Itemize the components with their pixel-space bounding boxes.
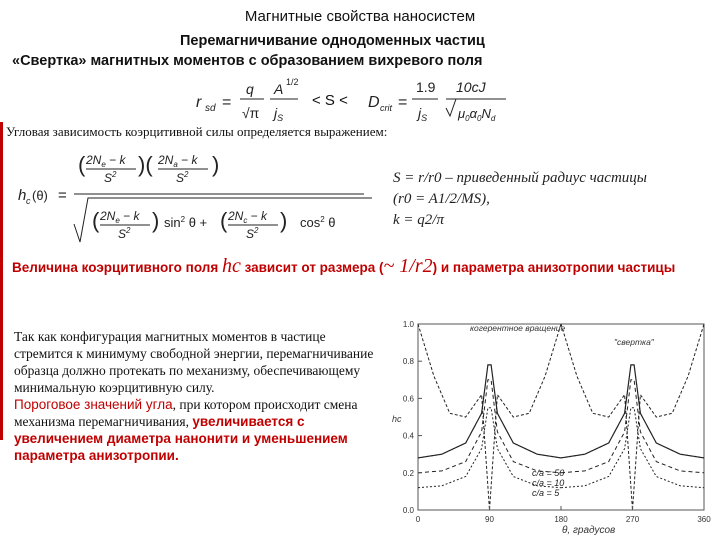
para-text: Так как конфигурация магнитных моментов в частице стремится к минимуму свободной энергии, перемагничивание образца должно протекать по механизму, обеспечивающему минимальную коэрцитивную силу. <box>14 329 374 395</box>
formula-hc-theta <box>12 150 384 252</box>
svg-text:=: = <box>398 94 408 111</box>
x-tick-label: 0 <box>415 515 421 524</box>
red-big: ~ 1/r2 <box>383 255 433 277</box>
y-tick-label: 0.6 <box>402 394 414 404</box>
annotation-coherent: когерентное вращение <box>470 323 566 333</box>
hc-theta: (θ) <box>32 188 48 203</box>
red-part-3: ) и параметра анизотропии частицы <box>432 260 676 275</box>
svg-text:2Na − k: $2N_a - k$ <box>158 153 198 169</box>
svg-text:cos2 θ: $\cos^2 \theta$ <box>300 215 336 230</box>
svg-text:(: ( <box>92 208 100 233</box>
red-part-2: зависит от размера ( <box>240 260 384 275</box>
svg-text:2Ne − k: $2N_e - k$ <box>86 153 126 169</box>
coercive-field-statement <box>12 257 712 277</box>
y-tick-label: 0.0 <box>402 506 414 515</box>
svg-text:1/2: 1/2 <box>286 77 299 87</box>
para-red-1: Пороговое значений угла <box>14 397 173 412</box>
legend-item-5: c/a = 5 <box>532 488 560 498</box>
formula-rsd-dcrit <box>190 74 530 126</box>
s-line-3: k = q2/π <box>393 212 444 228</box>
formula-rsd-sub: sd <box>205 103 216 114</box>
y-axis-label: hc <box>392 414 402 424</box>
red-hc: hc <box>221 255 241 277</box>
svg-text:(: ( <box>220 208 228 233</box>
svg-text:S2: $S^2$ <box>118 226 131 241</box>
series-line-1 <box>418 380 704 473</box>
svg-text:A: A <box>274 81 284 97</box>
svg-text:): ) <box>280 208 288 233</box>
red-part-1: Величина коэрцитивного поля <box>12 260 222 275</box>
x-axis-label: θ, градусов <box>562 525 616 536</box>
svg-text:S2: $S^2$ <box>176 170 189 185</box>
annotation-curling: "свертка" <box>614 337 654 347</box>
s-line-2: (r0 = A1/2/MS), <box>393 191 490 207</box>
left-accent-bar <box>0 122 3 440</box>
formula-relation: < S < <box>312 92 348 109</box>
formula-num: 10cJ <box>456 79 486 95</box>
para-mid: , при котором происходит смена механизма перемагничивания, <box>14 397 358 429</box>
slide-subtitle: Перемагничивание однодоменных частиц <box>180 33 485 49</box>
y-tick-label: 0.2 <box>402 468 414 478</box>
svg-text:): ) <box>212 152 220 177</box>
svg-text:S2: $S^2$ <box>246 226 259 241</box>
svg-text:2Nc − k: $2N_c - k$ <box>228 209 268 225</box>
svg-text:S2: $S^2$ <box>104 170 117 185</box>
formula-dcrit-sub: crit <box>380 103 392 113</box>
svg-text:)(: )( <box>138 152 153 177</box>
hc-symbol: h <box>18 187 27 204</box>
para-red-2: увеличивается с увеличением диаметра нанонити и уменьшением параметра анизотропии. <box>14 414 348 463</box>
x-tick-label: 270 <box>625 515 640 524</box>
x-tick-label: 180 <box>554 515 568 524</box>
legend-item-50: c/a = 50 <box>532 468 565 478</box>
svg-text:q: q <box>246 81 254 97</box>
x-tick-label: 360 <box>697 515 711 524</box>
hc-sub: c <box>26 196 31 206</box>
angular-dependence-text: Угловая зависимость коэрцитивной силы определяется выражением: <box>6 124 388 139</box>
x-tick-label: 90 <box>485 515 494 524</box>
coercivity-chart <box>382 314 714 536</box>
formula-rsd-lhs: r <box>196 94 202 111</box>
s-line-1: S = r/r0 – приведенный радиус частицы <box>393 170 647 186</box>
svg-text:=: = <box>222 94 232 111</box>
legend-item-10: c/a = 10 <box>532 478 565 488</box>
y-tick-label: 0.8 <box>402 357 414 367</box>
svg-text:sin2 θ +: $\sin^2 \theta$ + <box>164 215 208 230</box>
formula-coef: 1.9 <box>416 79 436 95</box>
y-tick-label: 1.0 <box>402 320 414 329</box>
section-heading: «Свертка» магнитных моментов с образованием вихревого поля <box>12 53 483 69</box>
svg-text:=: = <box>58 187 67 204</box>
svg-text:(: ( <box>78 152 86 177</box>
formula-dcrit: D <box>368 94 380 111</box>
svg-text:jS: $j_S$ <box>274 105 284 123</box>
slide-title: Магнитные свойства наносистем <box>244 8 476 25</box>
y-tick-label: 0.4 <box>402 431 414 441</box>
svg-text:2Ne − k: $2N_e - k$ <box>100 209 140 225</box>
explanation-paragraph <box>14 328 386 464</box>
svg-text:μ0α0Nd: $\mu_0\alpha_0N_d$ <box>458 106 496 123</box>
svg-text:jS: $j_S$ <box>418 105 428 123</box>
svg-text:√π: √π <box>242 105 260 121</box>
reduced-radius-definition <box>393 168 647 231</box>
svg-text:): ) <box>152 208 160 233</box>
series-line-2 <box>418 365 704 458</box>
